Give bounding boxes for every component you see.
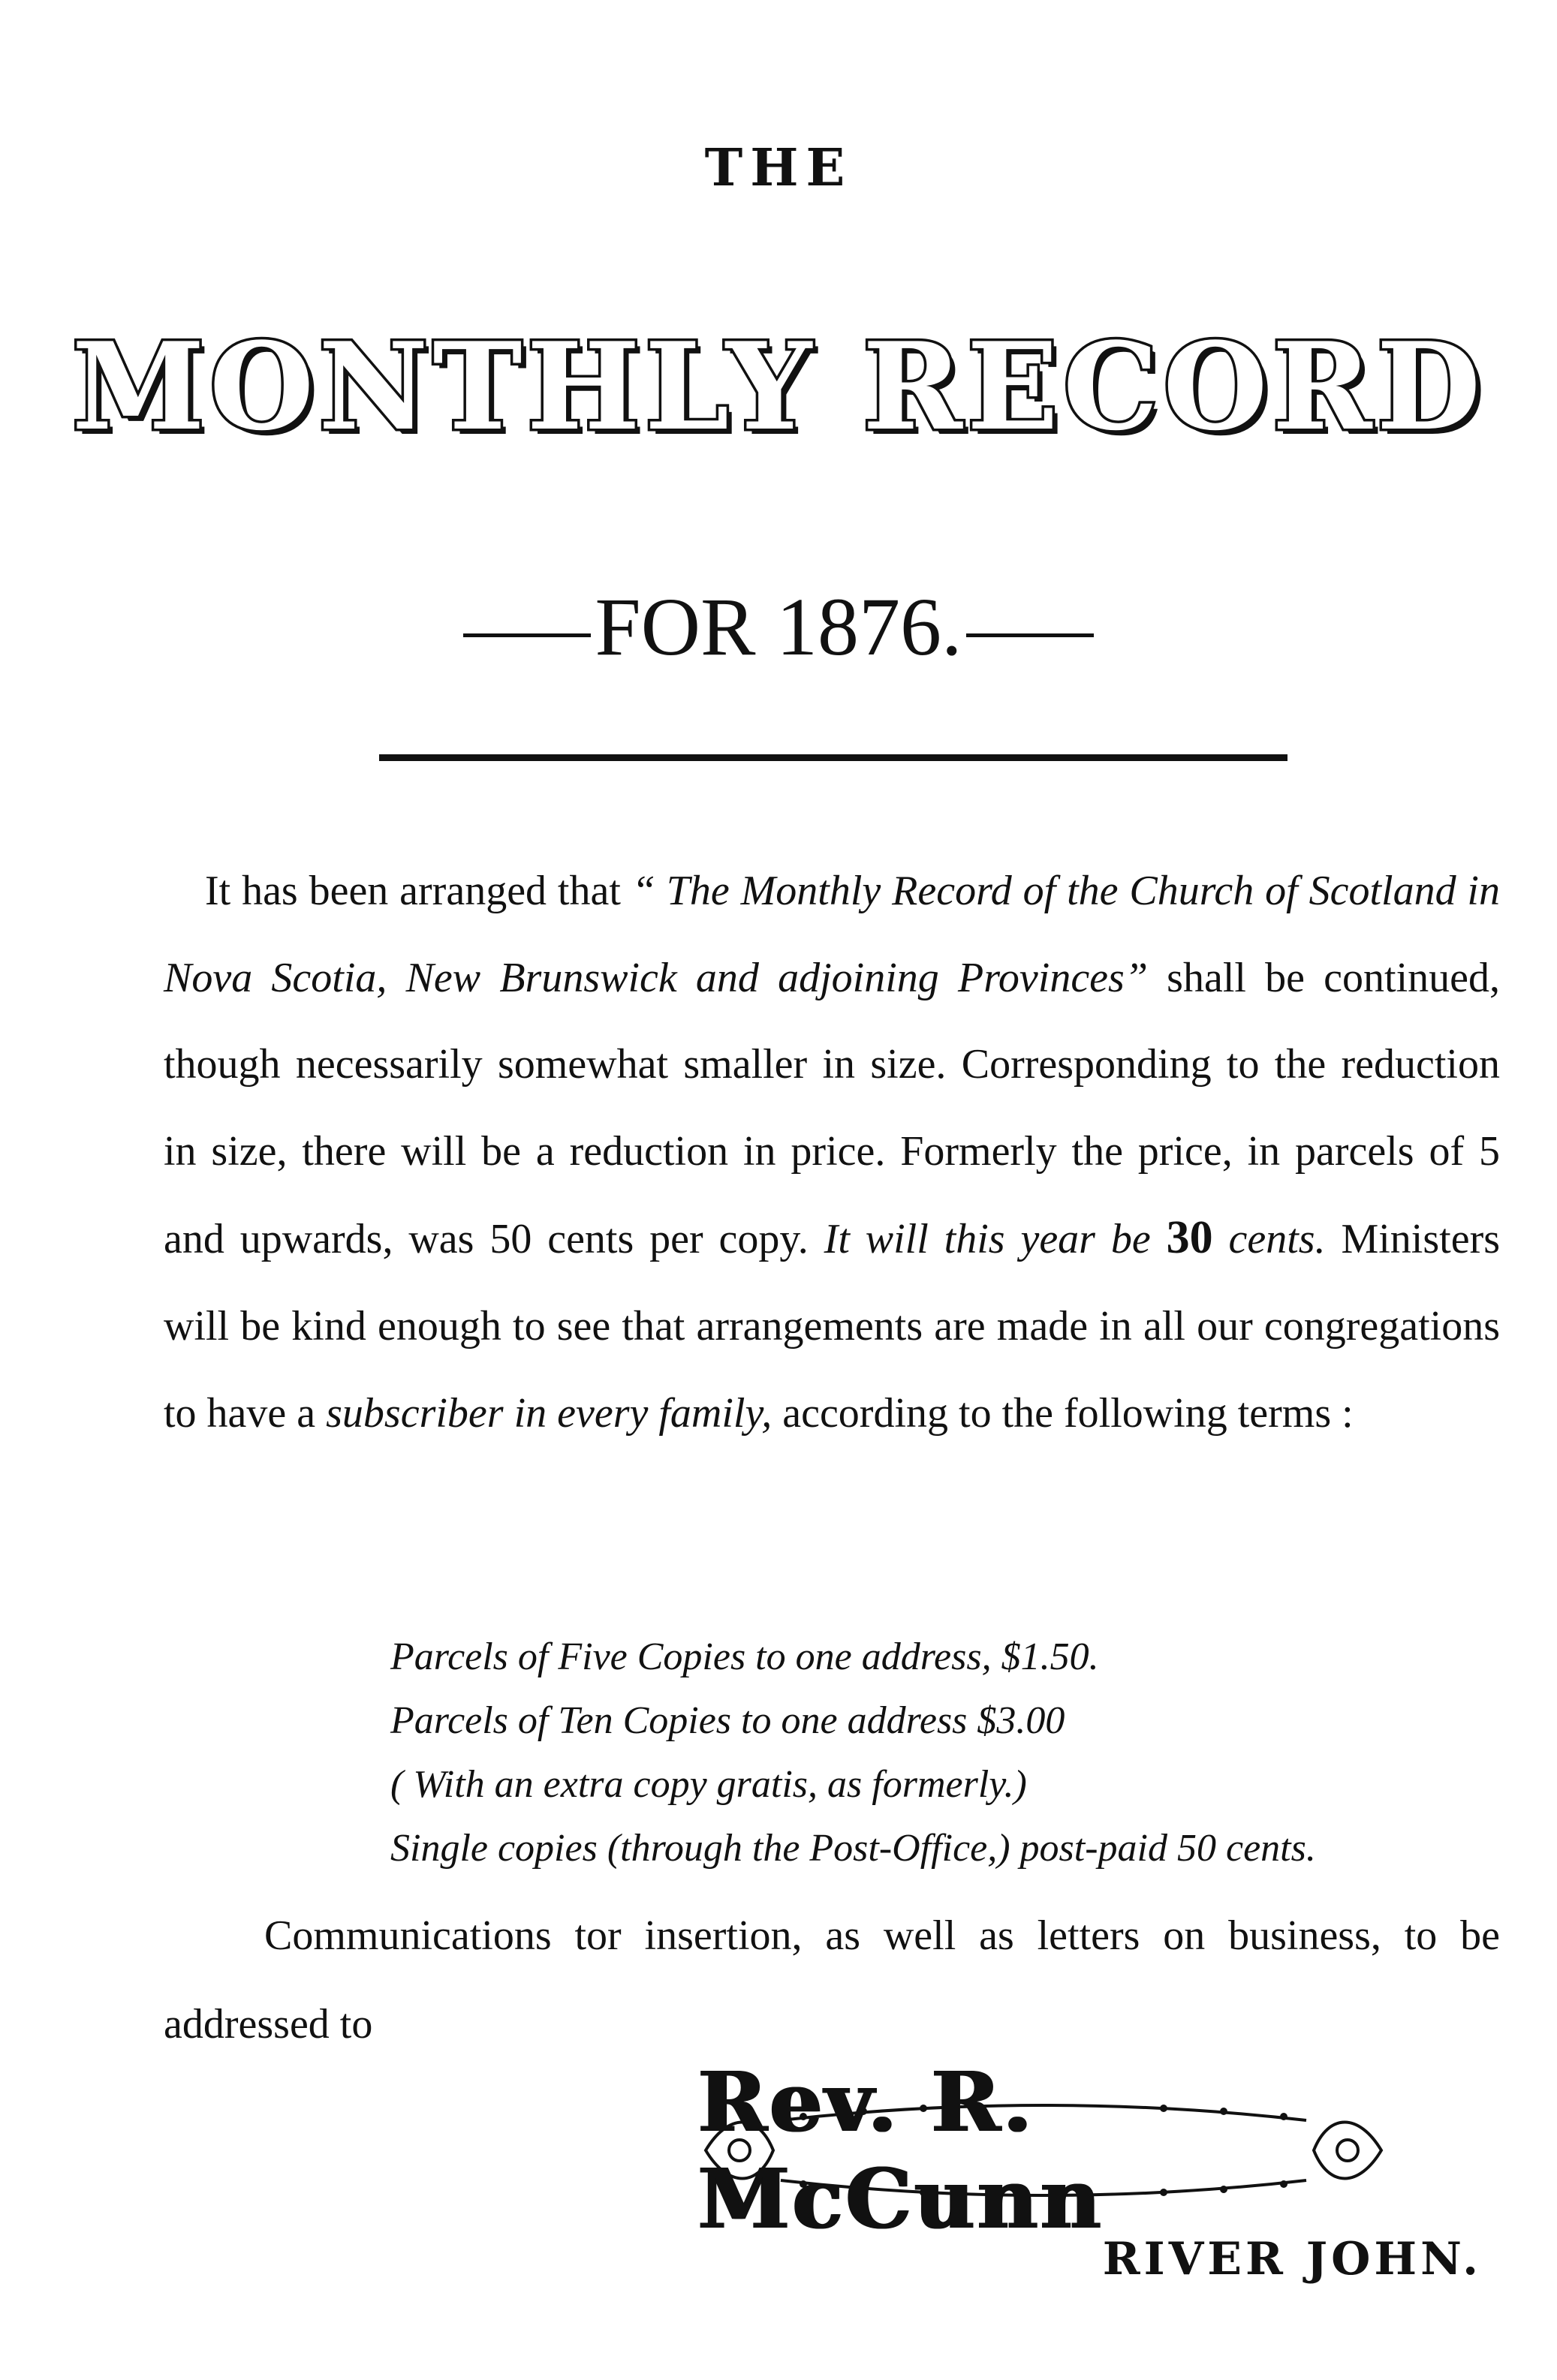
publication-name: “ The Monthly Record of the Church of Scotland in Nova Scotia, New Brunswick and adjoining Provinces” bbox=[164, 868, 1500, 1001]
signature-block bbox=[698, 2054, 1389, 2247]
ministers-text: Ministers will be kind enough to see that arrangements are made in all our congregations to have a bbox=[164, 1216, 1501, 1437]
horizontal-rule bbox=[379, 754, 1287, 761]
terms-list bbox=[390, 1625, 1531, 1880]
announcement-paragraph bbox=[164, 848, 1500, 1457]
masthead-the: THE bbox=[704, 138, 853, 198]
terms-lead: according to the following terms : bbox=[782, 1389, 1354, 1437]
price-unit: cents. bbox=[1228, 1216, 1326, 1263]
signature-name: Rev. R. McCunn bbox=[698, 2054, 1104, 2247]
subscriber-emphasis: subscriber in every family, bbox=[326, 1389, 772, 1437]
term-five-copies: Parcels of Five Copies to one address, $1.50. bbox=[390, 1635, 1099, 1678]
communications-paragraph: Communications tor insertion, as well as letters on business, to be addressed to bbox=[164, 1912, 1500, 2048]
year-text: FOR 1876. bbox=[595, 581, 962, 672]
price-lead: It will this year be bbox=[824, 1216, 1151, 1263]
term-extra-copy: ( With an extra copy gratis, as formerly.) bbox=[390, 1763, 1027, 1806]
intro-text: It has been arranged that bbox=[205, 868, 621, 914]
term-single-copies: Single copies (through the Post-Office,) post-paid 50 cents. bbox=[390, 1827, 1316, 1870]
masthead-year-line bbox=[0, 581, 1557, 672]
term-ten-copies: Parcels of Ten Copies to one address $3.00 bbox=[390, 1699, 1065, 1742]
price-statement bbox=[824, 1212, 1326, 1264]
price-number: 30 bbox=[1166, 1212, 1213, 1264]
continuation-text: shall be continued, though necessarily somewhat smaller in size. Corresponding to the reduction in size, there will be a reduction in price. Formerly the price, in parcels of 5 and upwards, was 50 cents per copy. bbox=[164, 954, 1501, 1263]
signature-place: RIVER JOHN. bbox=[1102, 2233, 1482, 2285]
masthead-title: MONTHLY RECORD bbox=[71, 316, 1486, 457]
right-dash bbox=[966, 633, 1094, 637]
left-dash bbox=[463, 633, 591, 637]
